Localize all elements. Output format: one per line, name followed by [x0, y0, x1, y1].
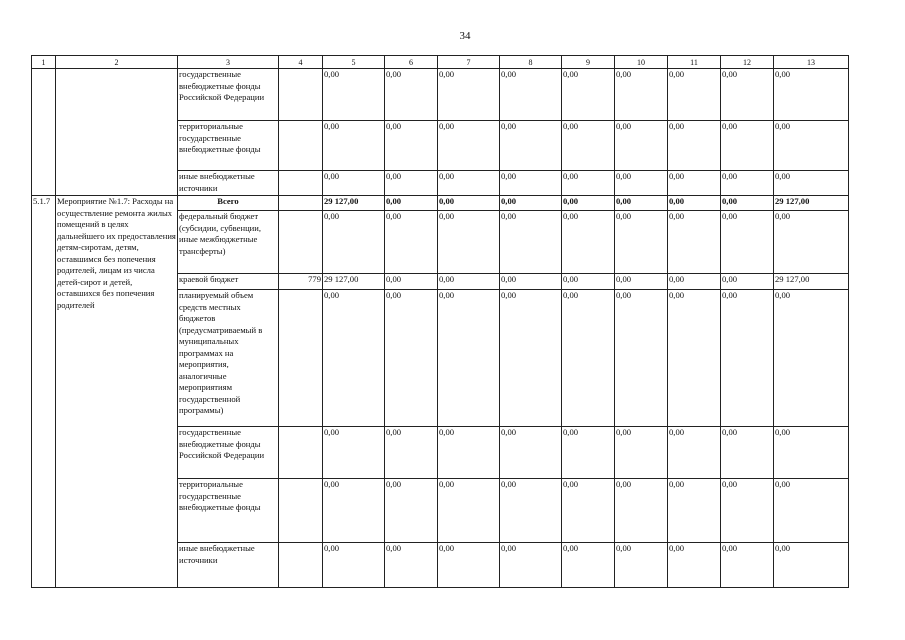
- amount-cell: 0,00: [615, 196, 668, 211]
- amount-cell: 0,00: [774, 479, 849, 543]
- page-number: 34: [459, 30, 471, 42]
- budget-code-cell: [279, 211, 323, 274]
- table-row: [32, 69, 849, 121]
- amount-cell: 0,00: [438, 69, 500, 121]
- amount-cell: 0,00: [774, 121, 849, 171]
- amount-cell: 0,00: [721, 196, 774, 211]
- amount-cell: 0,00: [323, 479, 385, 543]
- funding-source-cell: Всего: [178, 196, 279, 211]
- amount-cell: 0,00: [323, 121, 385, 171]
- column-header: 7: [438, 56, 500, 69]
- amount-cell: 0,00: [500, 211, 562, 274]
- amount-cell: 0,00: [500, 121, 562, 171]
- funding-source-cell: территориальные государственные внебюджетные фонды: [178, 479, 279, 543]
- column-header: 3: [178, 56, 279, 69]
- budget-code-cell: [279, 121, 323, 171]
- amount-cell: 0,00: [385, 427, 438, 479]
- amount-cell: 0,00: [562, 543, 615, 588]
- amount-cell: 0,00: [385, 211, 438, 274]
- funding-source-cell: иные внебюджетные источники: [178, 543, 279, 588]
- amount-cell: 0,00: [615, 171, 668, 196]
- amount-cell: 0,00: [615, 211, 668, 274]
- budget-code-cell: [279, 427, 323, 479]
- amount-cell: 0,00: [385, 69, 438, 121]
- amount-cell: 0,00: [562, 69, 615, 121]
- amount-cell: 0,00: [438, 543, 500, 588]
- funding-source-cell: государственные внебюджетные фонды Российской Федерации: [178, 427, 279, 479]
- amount-cell: 0,00: [615, 479, 668, 543]
- amount-cell: 0,00: [774, 543, 849, 588]
- budget-code-cell: [279, 290, 323, 427]
- measure-name-cell: Мероприятие №1.7: Расходы на осуществление ремонта жилых помещений в целях дальнейшего их предоставления детям-сиротам, детям, оставшимся без попечения родителей, лицам из числа детей-сирот и детей, оставшихся без попечения родителей: [56, 196, 178, 588]
- amount-cell: 0,00: [562, 211, 615, 274]
- amount-cell: 0,00: [323, 543, 385, 588]
- amount-cell: 29 127,00: [774, 196, 849, 211]
- amount-cell: 0,00: [500, 171, 562, 196]
- amount-cell: 0,00: [562, 427, 615, 479]
- column-header: 4: [279, 56, 323, 69]
- amount-cell: 0,00: [668, 274, 721, 290]
- amount-cell: 0,00: [774, 171, 849, 196]
- amount-cell: 0,00: [438, 121, 500, 171]
- amount-cell: 0,00: [721, 290, 774, 427]
- column-header: 5: [323, 56, 385, 69]
- amount-cell: 0,00: [721, 543, 774, 588]
- amount-cell: 0,00: [438, 479, 500, 543]
- amount-cell: 0,00: [500, 427, 562, 479]
- amount-cell: 0,00: [500, 543, 562, 588]
- amount-cell: 0,00: [562, 171, 615, 196]
- budget-code-cell: [279, 479, 323, 543]
- budget-code-cell: 779: [279, 274, 323, 290]
- amount-cell: 0,00: [438, 427, 500, 479]
- amount-cell: 0,00: [615, 427, 668, 479]
- amount-cell: 0,00: [774, 427, 849, 479]
- amount-cell: 0,00: [385, 274, 438, 290]
- amount-cell: 0,00: [323, 427, 385, 479]
- amount-cell: 0,00: [385, 196, 438, 211]
- amount-cell: 0,00: [721, 427, 774, 479]
- amount-cell: 0,00: [668, 171, 721, 196]
- row-number-cell: [32, 69, 56, 196]
- amount-cell: 0,00: [385, 290, 438, 427]
- amount-cell: 0,00: [438, 171, 500, 196]
- amount-cell: 0,00: [721, 171, 774, 196]
- amount-cell: 0,00: [562, 290, 615, 427]
- amount-cell: 0,00: [385, 543, 438, 588]
- amount-cell: 0,00: [615, 274, 668, 290]
- amount-cell: 0,00: [500, 290, 562, 427]
- budget-code-cell: [279, 196, 323, 211]
- amount-cell: 0,00: [562, 479, 615, 543]
- amount-cell: 0,00: [562, 274, 615, 290]
- total-row: [32, 196, 849, 211]
- amount-cell: 0,00: [668, 69, 721, 121]
- funding-source-cell: иные внебюджетные источники: [178, 171, 279, 196]
- amount-cell: 0,00: [774, 211, 849, 274]
- amount-cell: 0,00: [615, 543, 668, 588]
- column-header: 12: [721, 56, 774, 69]
- amount-cell: 29 127,00: [323, 274, 385, 290]
- amount-cell: 29 127,00: [323, 196, 385, 211]
- amount-cell: 0,00: [438, 290, 500, 427]
- amount-cell: 0,00: [385, 121, 438, 171]
- funding-source-cell: территориальные государственные внебюджетные фонды: [178, 121, 279, 171]
- amount-cell: 0,00: [438, 196, 500, 211]
- amount-cell: 0,00: [323, 211, 385, 274]
- amount-cell: 0,00: [774, 290, 849, 427]
- amount-cell: 0,00: [668, 290, 721, 427]
- measure-name-cell: [56, 69, 178, 196]
- amount-cell: 0,00: [323, 290, 385, 427]
- column-header: 10: [615, 56, 668, 69]
- budget-code-cell: [279, 69, 323, 121]
- amount-cell: 0,00: [500, 274, 562, 290]
- amount-cell: 0,00: [668, 211, 721, 274]
- column-header: 11: [668, 56, 721, 69]
- row-number-cell: 5.1.7: [32, 196, 56, 588]
- amount-cell: 0,00: [385, 171, 438, 196]
- amount-cell: 0,00: [668, 427, 721, 479]
- funding-source-cell: планируемый объем средств местных бюджетов (предусматриваемый в муниципальных программах на мероприятия, аналогичные мероприятиям государственной программы): [178, 290, 279, 427]
- column-header: 8: [500, 56, 562, 69]
- amount-cell: 0,00: [721, 274, 774, 290]
- column-header-row: [32, 56, 849, 69]
- column-header: 1: [32, 56, 56, 69]
- funding-source-cell: федеральный бюджет (субсидии, субвенции, иные межбюджетные трансферты): [178, 211, 279, 274]
- funding-source-cell: краевой бюджет: [178, 274, 279, 290]
- amount-cell: 0,00: [721, 69, 774, 121]
- column-header: 13: [774, 56, 849, 69]
- amount-cell: 29 127,00: [774, 274, 849, 290]
- amount-cell: 0,00: [323, 69, 385, 121]
- column-header: 9: [562, 56, 615, 69]
- amount-cell: 0,00: [500, 479, 562, 543]
- amount-cell: 0,00: [438, 274, 500, 290]
- amount-cell: 0,00: [668, 479, 721, 543]
- amount-cell: 0,00: [323, 171, 385, 196]
- amount-cell: 0,00: [615, 290, 668, 427]
- amount-cell: 0,00: [668, 543, 721, 588]
- funding-source-cell: государственные внебюджетные фонды Российской Федерации: [178, 69, 279, 121]
- amount-cell: 0,00: [385, 479, 438, 543]
- amount-cell: 0,00: [721, 211, 774, 274]
- amount-cell: 0,00: [615, 121, 668, 171]
- amount-cell: 0,00: [668, 196, 721, 211]
- column-header: 6: [385, 56, 438, 69]
- amount-cell: 0,00: [668, 121, 721, 171]
- budget-code-cell: [279, 543, 323, 588]
- budget-code-cell: [279, 171, 323, 196]
- amount-cell: 0,00: [721, 479, 774, 543]
- column-header: 2: [56, 56, 178, 69]
- amount-cell: 0,00: [615, 69, 668, 121]
- amount-cell: 0,00: [721, 121, 774, 171]
- amount-cell: 0,00: [438, 211, 500, 274]
- amount-cell: 0,00: [500, 69, 562, 121]
- amount-cell: 0,00: [500, 196, 562, 211]
- amount-cell: 0,00: [774, 69, 849, 121]
- budget-table: [31, 55, 849, 588]
- amount-cell: 0,00: [562, 196, 615, 211]
- amount-cell: 0,00: [562, 121, 615, 171]
